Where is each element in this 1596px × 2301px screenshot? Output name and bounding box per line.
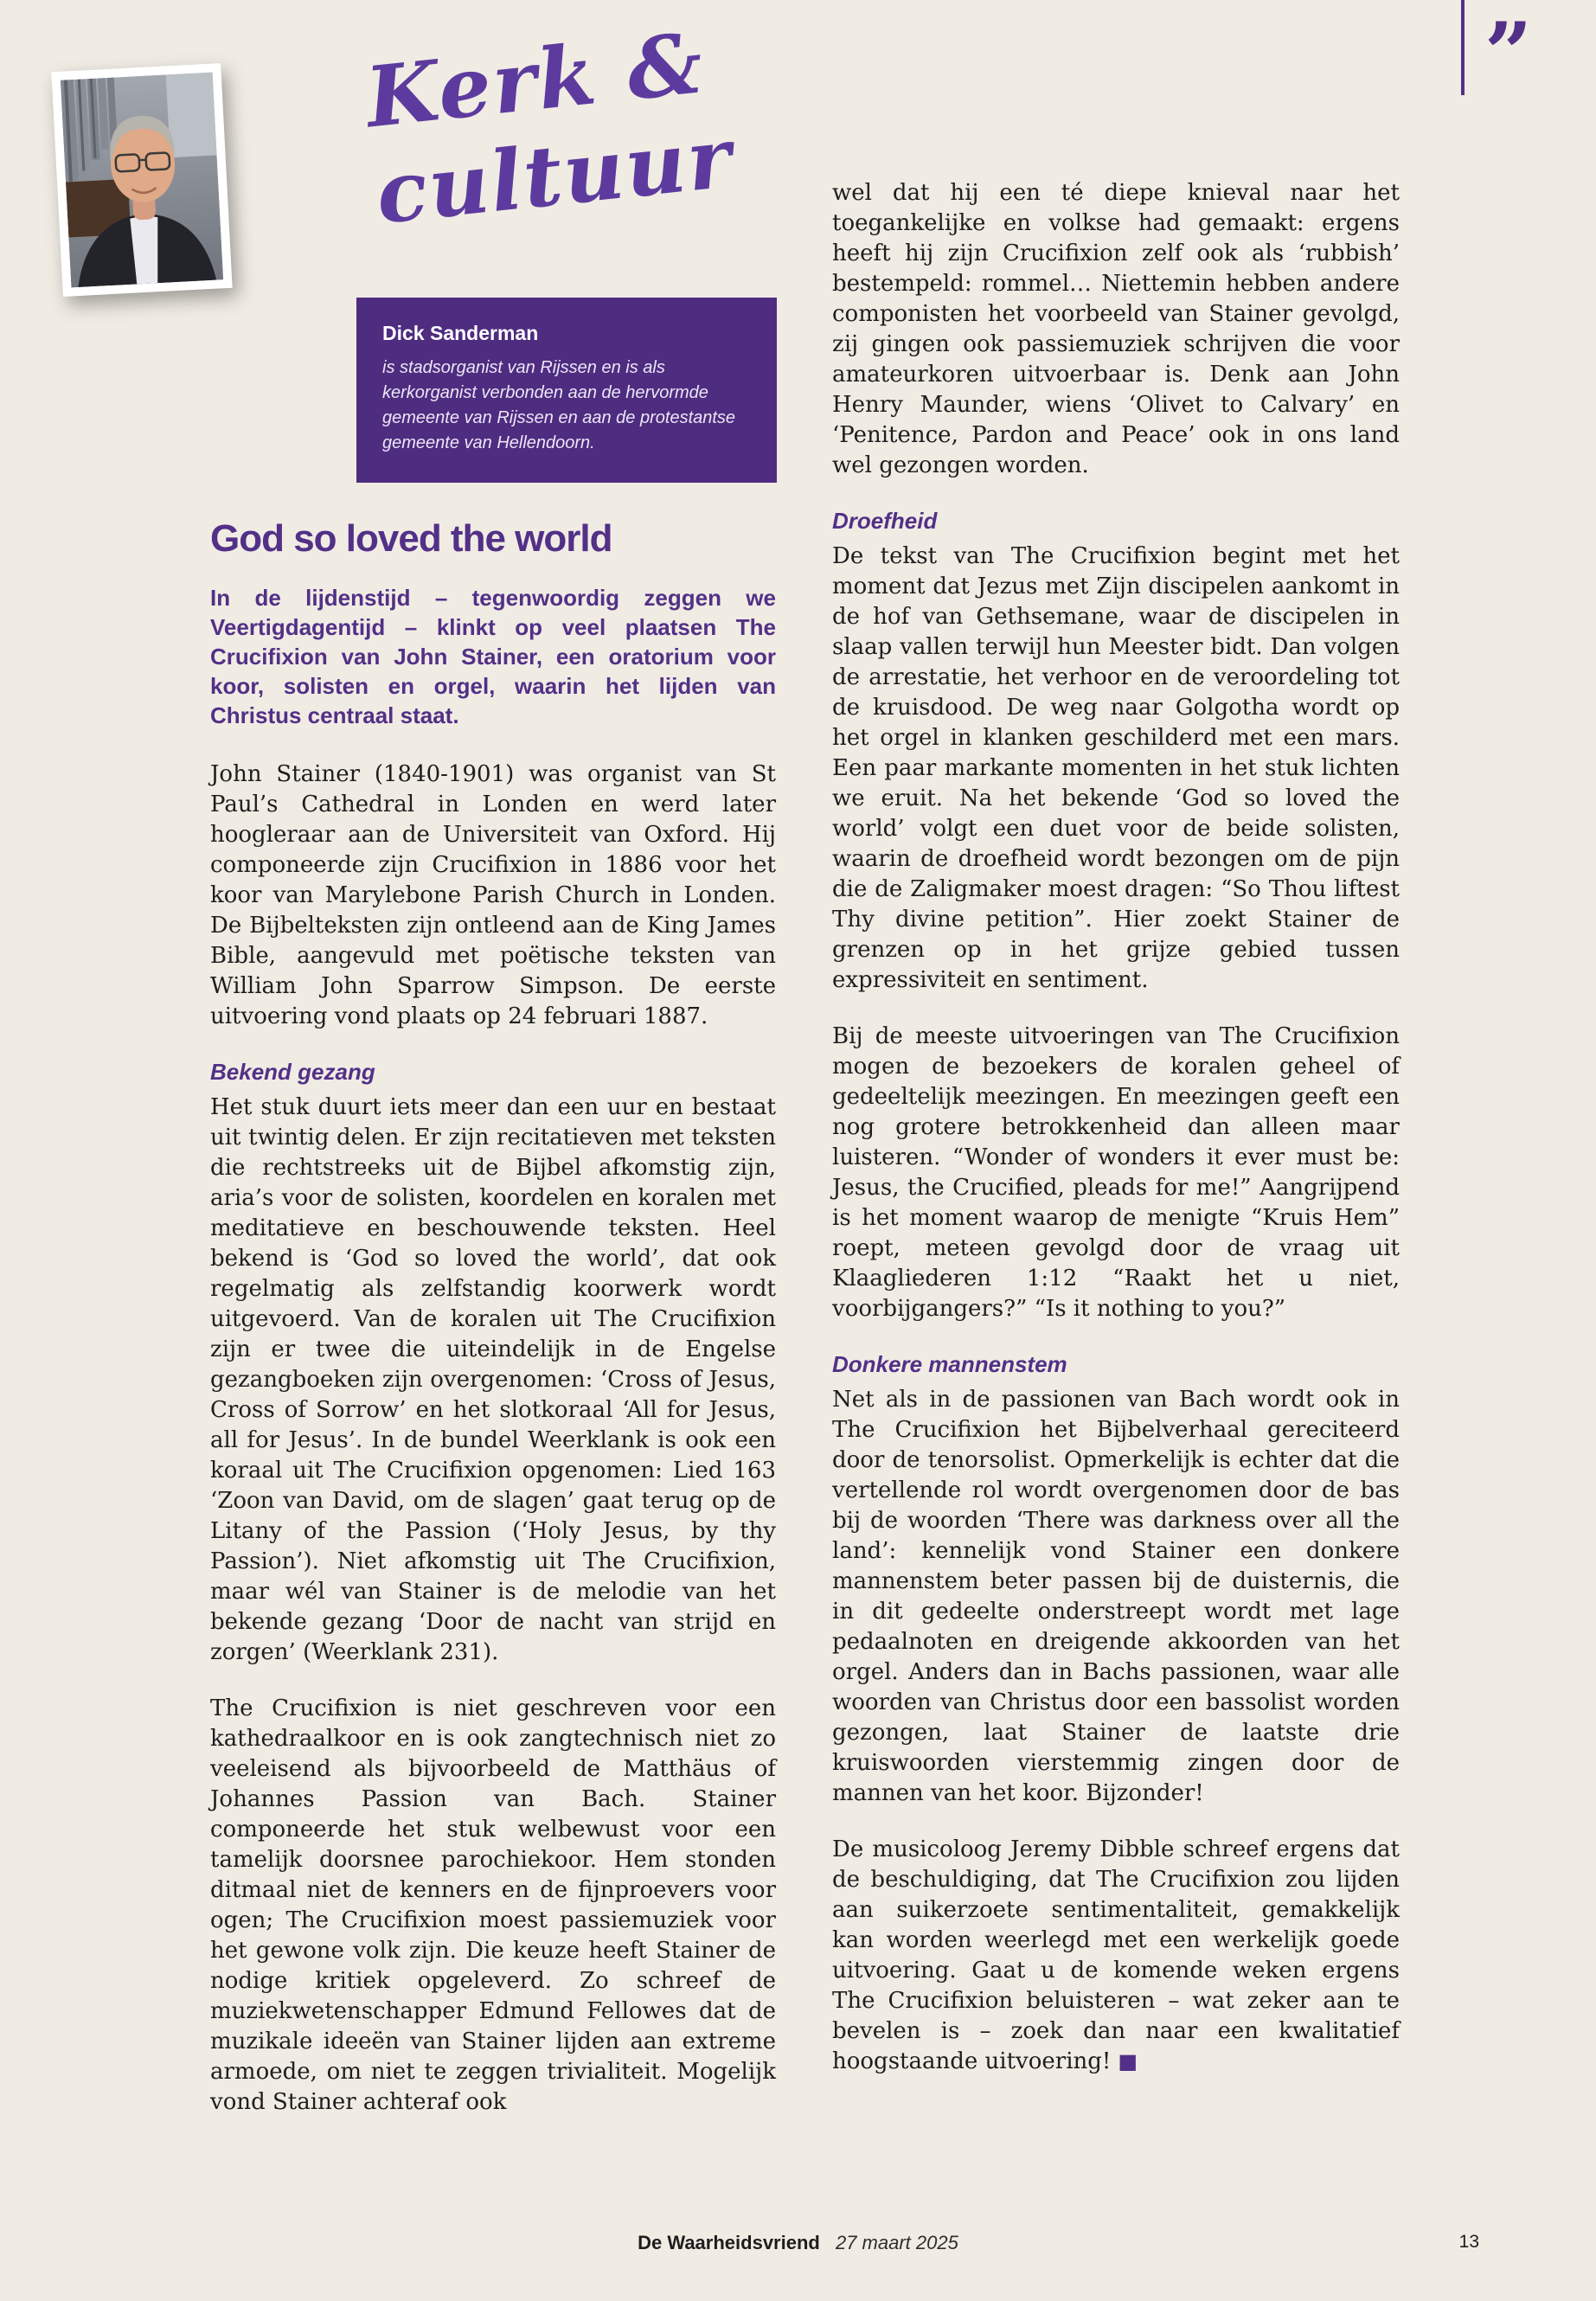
page-footer <box>0 2232 1596 2254</box>
article-intro: In de lijdenstijd – tegenwoordig zeggen we Veertigdagentijd – klinkt op veel plaatsen The Crucifixion van John Stainer, een oratorium voor koor, solisten en orgel, waarin het lijden van Christus centraal staat. <box>210 585 776 728</box>
author-name: Dick Sanderman <box>382 322 539 344</box>
paragraph: Net als in de passionen van Bach wordt ook in The Crucifixion het Bijbelverhaal gereciteerd door de tenorsolist. Opmerkelijk is echter dat die vertellende rol wordt overgenomen door de bas bij de woorden ‘There was darkness over all the land’: kennelijk vond Stainer een donkere mannenstem beter passen bij de duisternis, die in dit gedeelte onderstreept wordt met lage pedaalnoten en dreigende akkoorden van het orgel. Anders dan in Bachs passionen, waar alle woorden van Christus door een bassolist worden gezongen, laat Stainer de laatste drie kruiswoorden vierstemmig zingen door de mannen van het koor. Bijzonder! <box>832 1387 1400 1806</box>
section-title <box>362 9 778 243</box>
author-photo-illustration <box>61 73 223 288</box>
right-column <box>832 178 1400 2103</box>
magazine-name: De Waarheidsvriend <box>638 2232 820 2253</box>
paragraph-text: De musicoloog Jeremy Dibble schreef ergens dat de beschuldiging, dat The Crucifixion zou lijden aan suikerzoete sentimentaliteit, gemakkelijk kan worden weerlegd met een werkelijk goede uitvoering. Gaat u de komende weken ergens The Crucifixion beluisteren – wat zeker aan te bevelen is – zoek dan naar een kwalitatief hoogstaande uitvoering! <box>832 1836 1400 2074</box>
author-bio: is stadsorganist van Rijssen en is als kerkorganist verbonden aan de hervormde gemeente van Rijssen en aan de protestantse gemeente van Hellendoorn. <box>382 358 736 452</box>
section-title-line1: Kerk & <box>361 14 709 147</box>
article-title: God so loved the world <box>210 517 612 560</box>
subhead-donkere-mannenstem: Donkere mannenstem <box>832 1351 1067 1377</box>
paragraph: Bij de meeste uitvoeringen van The Crucifixion mogen de bezoekers de koralen geheel of gedeeltelijk meezingen. En meezingen geeft een nog grotere betrokkenheid dan alleen maar luisteren. “Wonder of wonders it ever must be: Jesus, the Crucified, pleads for me!” Aangrijpend is het moment waarop de menigte “Kruis Hem” roept, meteen gevolgd door de vraag uit Klaagliederen 1:12 “Raakt het u niet, voorbijgangers?” “Is it nothing to you?” <box>832 1023 1400 1322</box>
quote-icon: ” <box>1484 4 1533 102</box>
page-number: 13 <box>1458 2232 1479 2252</box>
left-column <box>210 517 776 2144</box>
paragraph: De tekst van The Crucifixion begint met het moment dat Jezus met Zijn discipelen aankomt in de hof van Gethsemane, waar de discipelen in slaap vallen terwijl hun Meester bidt. Dan volgen de arrestatie, het verhoor en de veroordeling tot de kruisdood. De weg naar Golgotha wordt op het orgel in klanken geschilderd met een mars. Een paar markante momenten in het stuk lichten we eruit. Na het bekende ‘God so loved the world’ volgt een duet voor de beide solisten, waarin de droefheid wordt bezongen om de pijn die de Zaligmaker moest dragen: “So Thou liftest Thy divine petition”. Hier zoekt Stainer de grenzen op in het grijze gebied tussen expressiviteit en sentiment. <box>832 543 1400 993</box>
author-photo <box>51 63 232 297</box>
subhead-droefheid: Droefheid <box>832 508 938 534</box>
section-title-line2: cultuur <box>371 108 738 243</box>
article-end-mark: ■ <box>1118 2049 1138 2073</box>
paragraph: The Crucifixion is niet geschreven voor een kathedraalkoor en is ook zangtechnisch niet zo veeleisend als bijvoorbeeld de Matthäus of Johannes Passion van Bach. Stainer componeerde het stuk welbewust voor een tamelijk doorsnee parochiekoor. Hem stonden ditmaal niet de kenners en de fijnproevers voor ogen; The Crucifixion moest passiemuziek voor het gewone volk zijn. Die keuze heeft Stainer de nodige kritiek opgeleverd. Zo schreef de muziekwetenschapper Edmund Fellowes dat de muzikale ideeën van Stainer lijden aan extreme armoede, om niet te zeggen trivialiteit. Mogelijk vond Stainer achteraf ook <box>210 1695 776 2115</box>
paragraph: wel dat hij een té diepe knieval naar het toegankelijke en volkse had gemaakt: ergens heeft hij zijn Crucifixion zelf ook als ‘rubbish’ bestempeld: rommel… Niettemin hebben andere componisten het voorbeeld van Stainer gevolgd, zij gingen ook passiemuziek schrijven die voor amateurkoren uitvoerbaar is. Denk aan John Henry Maunder, wiens ‘Olivet to Calvary’ en ‘Penitence, Pardon and Peace’ ook in ons land wel gezongen worden. <box>832 180 1400 478</box>
issue-date: 27 maart 2025 <box>835 2232 958 2253</box>
paragraph: Het stuk duurt iets meer dan een uur en bestaat uit twintig delen. Er zijn recitatieven met teksten die rechtstreeks uit de Bijbel afkomstig zijn, aria’s voor de solisten, koordelen en koralen met meditatieve en beschouwende teksten. Heel bekend is ‘God so loved the world’, dat ook regelmatig als zelfstandig koorwerk wordt uitgevoerd. Van de koralen uit The Crucifixion zijn er twee die uiteindelijk in de Engelse gezangboeken zijn overgenomen: ‘Cross of Jesus, Cross of Sorrow’ en het slotkoraal ‘All for Jesus, all for Jesus’. In de bundel Weerklank is ook een koraal uit The Crucifixion opgenomen: Lied 163 ‘Zoon van David, om de slagen’ gaat terug op de Litany of the Passion (‘Holy Jesus, by thy Passion’). Niet afkomstig uit The Crucifixion, maar wél van Stainer is de melodie van het bekende gezang ‘Door de nacht van strijd en zorgen’ (Weerklank 231). <box>210 1094 776 1665</box>
top-right-rule <box>1461 0 1465 95</box>
author-bio-box <box>356 298 777 483</box>
subhead-bekend-gezang: Bekend gezang <box>210 1059 375 1085</box>
paragraph: John Stainer (1840-1901) was organist van St Paul’s Cathedral in Londen en werd later hoogleraar aan de Universiteit van Oxford. Hij componeerde zijn Crucifixion in 1886 voor het koor van Marylebone Parish Church in Londen. De Bijbelteksten zijn ontleend aan de King James Bible, aangevuld met poëtische teksten van William John Sparrow Simpson. De eerste uitvoering vond plaats op 24 februari 1887. <box>210 761 776 1029</box>
paragraph <box>832 1835 1400 2077</box>
